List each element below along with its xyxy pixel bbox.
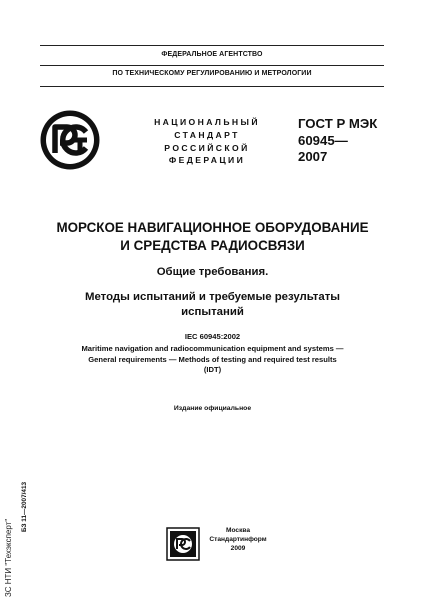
document-title: [20, 219, 405, 254]
designation-line: ГОСТ Р МЭК: [298, 116, 378, 131]
english-title-line: General requirements — Methods of testing and required test results: [88, 354, 337, 364]
english-title-line: Maritime navigation and radiocommunication equipment and systems —: [81, 344, 344, 353]
watermark-text: ЗС НТИ "Техэксперт": [4, 518, 13, 597]
subtitle-line: испытаний: [181, 305, 244, 318]
publisher-info: [203, 526, 273, 553]
designation-line: 60945—: [298, 132, 348, 148]
official-edition-label: Издание официальное: [173, 405, 252, 412]
national-standard-line: НАЦИОНАЛЬНЫЙ: [154, 117, 260, 127]
national-standard-line: СТАНДАРТ: [174, 129, 240, 140]
agency-name-line2: ПО ТЕХНИЧЕСКОМУ РЕГУЛИРОВАНИЮ И МЕТРОЛОГИИ: [112, 70, 312, 77]
header-rule-top: [40, 45, 384, 46]
iec-reference: IEC 60945:2002: [184, 332, 241, 341]
bz-code: БЗ 11—2007/413: [21, 481, 28, 532]
national-standard-label: [152, 116, 262, 167]
publisher-name: Стандартинформ: [209, 536, 267, 543]
subtitle-general-requirements: Общие требования.: [156, 266, 269, 278]
english-title-line: (IDT): [203, 365, 222, 375]
header-rule-middle: [40, 65, 384, 66]
standard-designation: [298, 116, 377, 166]
subtitle-test-methods: [20, 290, 405, 319]
subtitle-line: Методы испытаний и требуемые результаты: [84, 291, 341, 303]
rst-certification-logo-icon: [39, 109, 101, 171]
title-line: МОРСКОЕ НАВИГАЦИОННОЕ ОБОРУДОВАНИЕ: [56, 220, 369, 235]
national-standard-line: РОССИЙСКОЙ: [164, 142, 250, 153]
publisher-city: Москва: [225, 527, 251, 534]
header-rule-bottom: [40, 86, 384, 87]
designation-line: 2007: [298, 149, 328, 164]
national-standard-line: ФЕДЕРАЦИИ: [168, 155, 246, 166]
standartinform-logo-icon: [166, 527, 200, 561]
title-line: И СРЕДСТВА РАДИОСВЯЗИ: [120, 237, 305, 253]
english-title: [30, 344, 395, 376]
publisher-year: 2009: [230, 545, 246, 552]
agency-name-line1: ФЕДЕРАЛЬНОЕ АГЕНТСТВО: [161, 51, 263, 58]
